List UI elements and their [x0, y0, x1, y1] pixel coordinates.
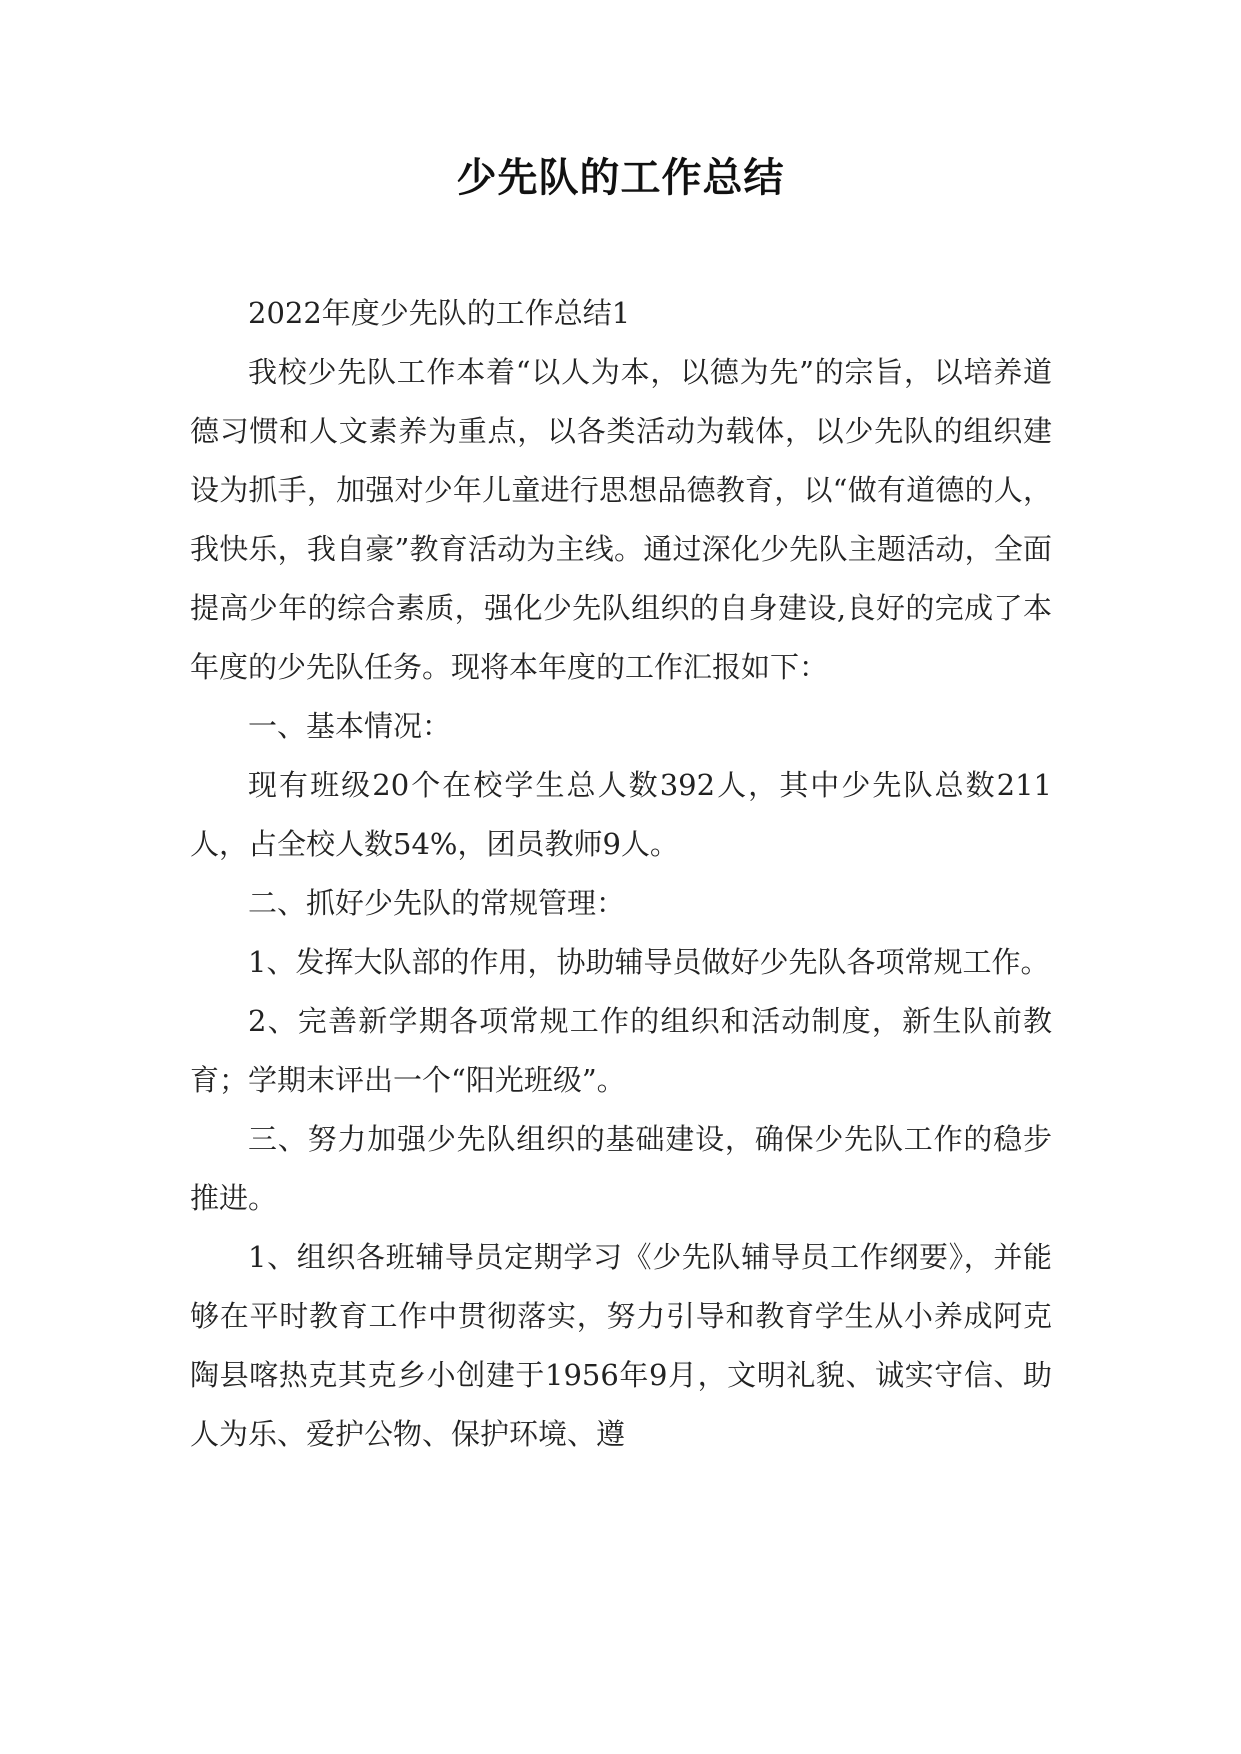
paragraph: 1、发挥大队部的作用，协助辅导员做好少先队各项常规工作。	[248, 945, 1050, 979]
paragraph: 我校少先队工作本着“以人为本，以德为先”的宗旨，以培养道德习惯和人文素养为重点，以各类活动为载体，以少先队的组织建设为抓手，加强对少年儿童进行思想品德教育，以“做有道德的人，我快乐，我自豪”教育活动为主线。通过深化少先队主题活动，全面提高少年的综合素质，强化少先队组织的自身建设,良好的完成了本年度的少先队任务。现将本年度的工作汇报如下：	[190, 355, 1052, 684]
document-title: 少先队的工作总结	[456, 155, 785, 201]
paragraph: 1、组织各班辅导员定期学习《少先队辅导员工作纲要》，并能够在平时教育工作中贯彻落实，努力引导和教育学生从小养成阿克陶县喀热克其克乡小创建于1956年9月，文明礼貌、诚实守信、助人为乐、爱护公物、保护环境、遵	[190, 1240, 1052, 1451]
paragraph: 2、完善新学期各项常规工作的组织和活动制度，新生队前教育；学期末评出一个“阳光班级”。	[190, 1004, 1052, 1097]
paragraph-heading: 2022年度少先队的工作总结1	[248, 296, 631, 330]
section-heading: 一、基本情况：	[248, 709, 452, 743]
section-heading: 三、努力加强少先队组织的基础建设，确保少先队工作的稳步推进。	[190, 1122, 1052, 1215]
section-heading: 二、抓好少先队的常规管理：	[248, 886, 626, 920]
paragraph: 现有班级20个在校学生总人数392人，其中少先队总数211人，占全校人数54%，团员教师9人。	[190, 768, 1052, 861]
document-body	[190, 284, 1052, 1464]
